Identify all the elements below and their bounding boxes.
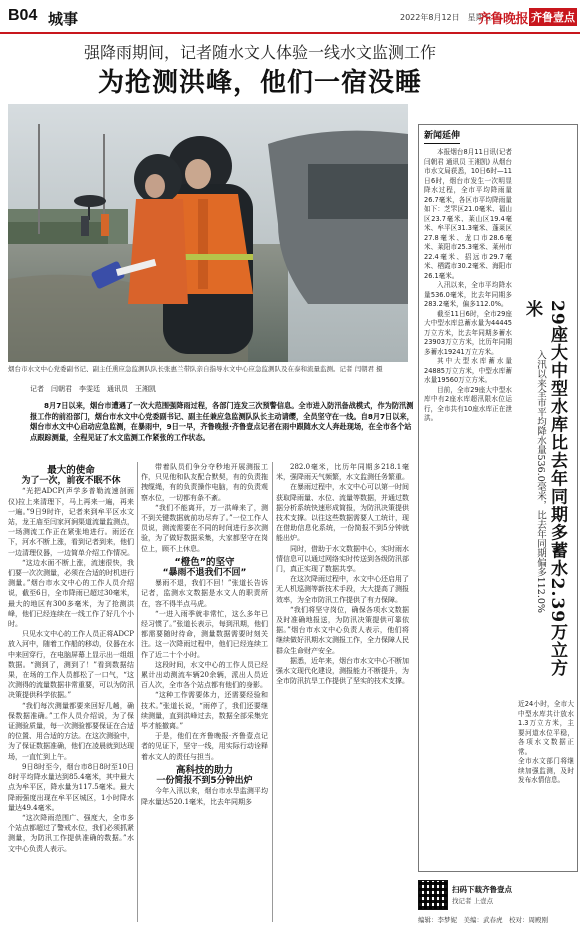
qr-code-sublabel: 找记者 上壹点 xyxy=(452,897,494,905)
paragraph: “一进入雨季就非常忙，这么多年已经习惯了。”张道长表示，每到汛期，他们都需要随时待命，测量数据需要时刻关注。这一次降雨过程中，他们已经连续工作了近二十个小时。 xyxy=(141,609,268,659)
paragraph: 本报烟台8月11日讯(记者 闫朝君 通讯员 王湘凯) 从烟台市水文局获悉，10日6时—11日6时，烟台市发生一次明显降水过程，全市平均降雨量26.7毫米，各区市平均降雨量如下：芝罘区21.0毫米、福山区23.7毫米、莱山区19.4毫米、牟平区31.3毫米、蓬莱区27.8毫米、龙口市28.6毫米、莱阳市25.3毫米、莱州市22.4毫米、招远市29.7毫米、栖霞市30.2毫米、海阳市26.1毫米。 xyxy=(424,148,512,280)
paragraph: 据悉，近年来，烟台市水文中心不断加强水文现代化建设，测报能力不断提升，为全市防汛抗旱工作提供了坚实的技术支撑。 xyxy=(276,656,409,686)
page-header xyxy=(0,0,580,34)
sidebar-headline-title: 29座大中型水库比去年同期多蓄水2.39万立方米 xyxy=(522,300,567,678)
paragraph: 暴雨不退，我们不回！”张道长告诉记者，监测水文数据是水文人的职责所在，容不得半点马虎。 xyxy=(141,579,268,608)
rescue-workers-photo-illustration xyxy=(8,104,408,362)
paragraph: 在这次降雨过程中，水文中心还启用了无人机巡测等新技术手段，大大提高了测报效率，为全市防汛工作提供了有力保障。 xyxy=(276,575,409,604)
paragraph: 282.0毫米，比历年同期多218.1毫米，强降雨天气频繁，水文监测任务繁重。 xyxy=(276,463,409,482)
section-subhead: “橙色”的坚守 xyxy=(174,556,235,568)
paragraph: “光把ADCP(声学多普勒流速剖面仪)拉上来清理下，马上再来一遍，再来一遍。”9日9时许，记者来到牟平区水文站，龙王庙至闫家河涧渠道流量监测点，一场测流工作正在紧张地进行。雨还在下，河水不断上涨，看到记者到来，他们一边清理仪器，一边简单介绍工作情况。 xyxy=(8,487,134,557)
paragraph: 截至11日6时，全市29座大中型水库总蓄水量为44445万立方米，比去年同期多蓄水23903万立方米，比历年同期多蓄水19241万立方米。 xyxy=(424,309,512,356)
paragraph: 近24小时，全市大中型水库共计放水1.3万立方米，主要河道水位平稳，各项水文数据正常。 xyxy=(518,700,574,756)
sidebar-headline-sub: 入汛以来全市平均降水量536.0毫米，比去年同期偏多112.0% xyxy=(535,350,546,613)
article-column-3 xyxy=(276,462,409,922)
section-name: 城事 xyxy=(48,10,79,28)
page-credits: 编辑：李梦妮 美编：武春虎 校对：周殿刚 xyxy=(418,916,548,924)
section-subhead: 高科技的助力 xyxy=(175,764,233,776)
qr-code-label: 扫码下载齐鲁壹点 xyxy=(452,885,512,894)
paragraph: 只见水文中心的工作人员正将ADCP放入河中，随着工作船的移动，仪器在水中来回穿行，在电脑屏幕上显示出一组组数据。“测到了，测到了！”看到数据结果，在场的工作人员都松了一口气，“这次测得的流量数据非常重要，可以为防汛决策提供科学依据。” xyxy=(8,630,134,700)
section-subhead-secondary: “暴雨不退我们不回” xyxy=(162,568,247,579)
paragraph: 入汛以来，全市平均降水量536.0毫米，比去年同期多283.2毫米，偏多112.0%。 xyxy=(424,281,512,308)
paragraph: 9日8时至今，烟台市8日8时至10日8时平均降水量达到85.4毫米，其中最大点为牟平区，降水量为117.5毫米。最大降雨强度出现在牟平区城区，1小时降水量达49.4毫米。 xyxy=(8,762,134,812)
paragraph: 今年入汛以来，烟台市水旱监测平均降水量达520.1毫米，比去年同期多 xyxy=(141,787,268,806)
news-photo xyxy=(8,104,408,362)
column-divider xyxy=(272,462,273,922)
issue-date: 2022年8月12日 星期五 xyxy=(400,13,492,22)
section-subhead: 最大的使命 xyxy=(47,465,95,476)
article-column-2 xyxy=(141,462,268,922)
paragraph: “这边水面不断上涨，流速很快，我们要一次次测量，必须在合适的时机进行测量。”烟台市水文中心的工作人员介绍说，截至6日，全市降雨已超过30毫米，最大的地区有300多毫米，为了抢测洪峰，他们已经连续在一线工作了好几个小时。 xyxy=(8,558,134,629)
article-byline: 记者 闫朝君 李雯廷 通讯员 王湘凯 xyxy=(30,385,156,393)
section-subhead-secondary: 一份简报不到5分钟出炉 xyxy=(156,776,253,787)
paragraph: “我们每次测量都要来回好几趟，确保数据准确。”工作人员介绍说，为了保证测验质量，每一次测验都要保证在合适的位置、用合适的方法。在这次测验中，为了保证数据准确，他们在凌晨就到达现场，一直忙到上午。 xyxy=(8,701,134,761)
section-subhead-secondary: 为了一次，前夜不眠不休 xyxy=(21,476,121,487)
sidebar-vertical-headline xyxy=(518,300,574,690)
app-logo: 齐鲁壹点 xyxy=(529,8,577,26)
paragraph: 全市水文部门将继续加强监测，及时发布水情信息。 xyxy=(518,757,574,784)
photo-caption: 烟台市水文中心党委副书记、副主任熏应急监测队队长张惠兰带队亲自指导水文中心应急监测队及在泰和流量监测。记者 闫朝君 摄 xyxy=(8,365,383,373)
sidebar-column xyxy=(424,148,512,878)
page-number: B04 xyxy=(8,7,38,24)
headline-title: 为抢测洪峰，他们一宿没睡 xyxy=(97,68,422,98)
article-lead: 8月7日以来，烟台市遭遇了一次大范围强降雨过程，各部门连发三次预警信息。全市进入防汛备战模式，作为防汛测报工作的前沿部门，烟台市水文中心党委副书记、副主任兼应急监测队队长主动请缨，全员坚守在一线。自8月7日以来，烟台市水文中心启动应急监测，在暴雨中，9日一早，齐鲁晚报·齐鲁壹点记者在雨中跟随水文人奔赴现场，在全市各个站点跟踪测量，全程见证了水文监测工作紧张的工作状态。 xyxy=(30,401,414,442)
paragraph: “这种工作需要体力，还需要经验和技术。”张道长说，“雨停了，我们还要继续测量，直到洪峰过去，数据全部采集完毕才能撤离。” xyxy=(141,691,268,731)
paragraph: 于是，他们在齐鲁晚报·齐鲁壹点记者的见证下，坚守一线，用实际行动诠释着水文人的责任与担当。 xyxy=(141,732,268,761)
paragraph: “这次降雨范围广、强度大，全市多个站点都超过了警戒水位，我们必须抓紧测量，为防汛工作提供准确的数据。”水文中心负责人表示。 xyxy=(8,813,134,853)
paragraph: 同时，借助于水文数据中心，实时雨水情信息可以通过网络实时传送到各级防汛部门，真正实现了数据共享。 xyxy=(276,544,409,574)
sidebar-bottom-text xyxy=(518,700,574,872)
paragraph: 带着队员们争分夺秒地开展测报工作，只见他和队友配合默契，有的负责拖拽缆绳，有的负责操作电脑，有的负责观察水位，一切都有条不紊。 xyxy=(141,463,268,502)
newspaper-logo: 齐鲁晚报 xyxy=(478,12,529,27)
article-column-1 xyxy=(8,462,134,922)
paragraph: 其中大型水库蓄水量24885万立方米，中型水库蓄水量19560万立方米。 xyxy=(424,357,512,384)
qr-code-icon[interactable] xyxy=(418,880,448,910)
paragraph: “我们不能离开，万一洪峰来了，测不到关键数据就前功尽弃了。”一位工作人员说，测流需要在不同的时间进行多次测验，为了做好数据采集，大家都坚守在岗位上，顾不上休息。 xyxy=(141,503,268,553)
news-extension-tag: 新闻延伸 xyxy=(424,128,460,141)
paragraph: “我们将坚守岗位，确保各项水文数据及时准确地报送，为防汛决策提供可靠依据。”烟台市水文中心负责人表示，他们将继续做好汛期水文测报工作，全力保障人民群众生命财产安全。 xyxy=(276,605,409,655)
paragraph: 在暴雨过程中，水文中心可以第一时间获取降雨量、水位、流量等数据，并通过数据分析系统快速形成简报，为防汛决策提供技术支撑。以往这些数据需要人工统计，现在借助信息化系统，一份简报不到5分钟就能出炉。 xyxy=(276,483,409,543)
paragraph: 这段时间，水文中心的工作人员已经累计出动测流车辆20余辆，派出人员近百人次，全市各个站点都有他们的身影。 xyxy=(141,660,268,690)
paragraph: 目前，全市29座大中型水库中有2座水库超汛限水位运行，全市共有10座水库正在泄洪。 xyxy=(424,385,512,422)
headline-kicker: 强降雨期间，记者随水文人体验一线水文监测工作 xyxy=(83,43,436,62)
column-divider xyxy=(137,462,138,922)
